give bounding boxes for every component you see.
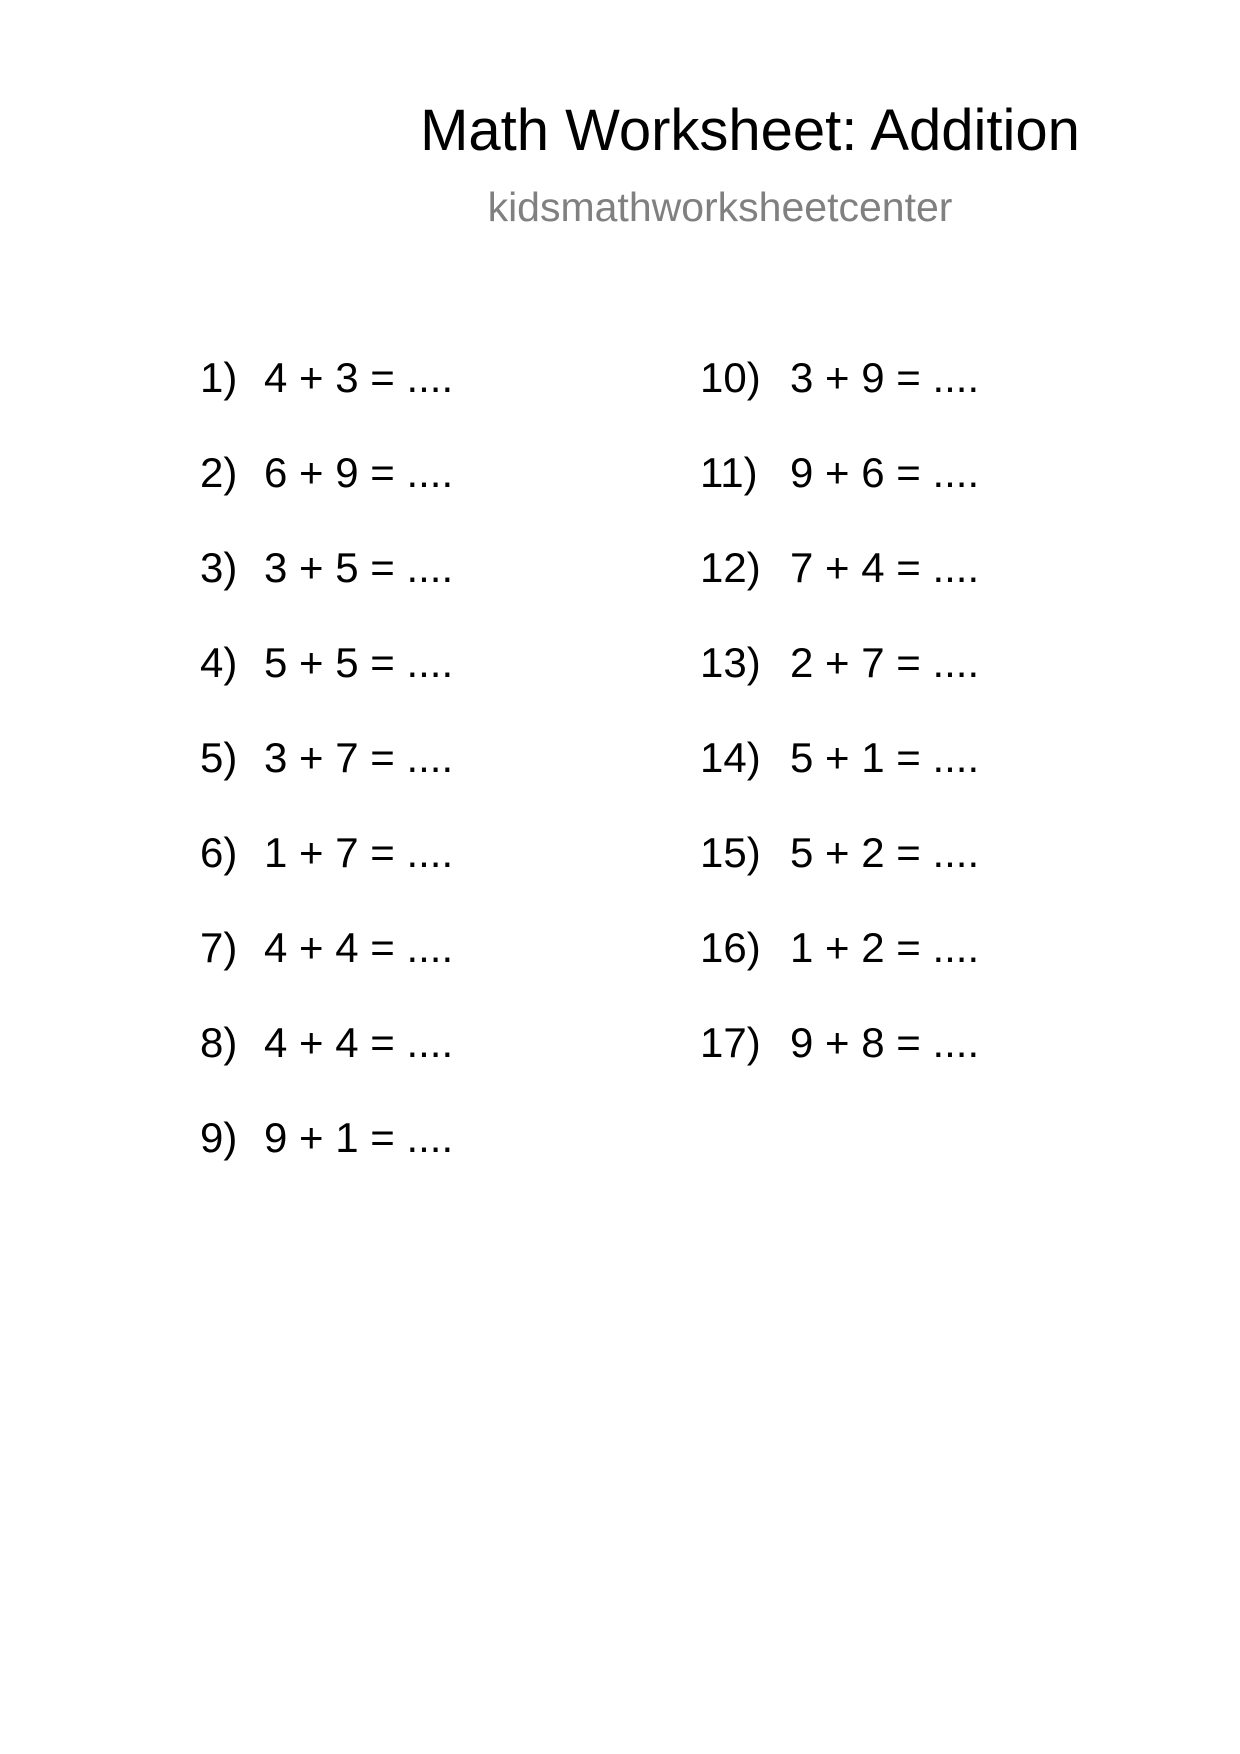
problem-item bbox=[700, 1011, 979, 1106]
problem-expression: 6 + 9 = .... bbox=[264, 449, 454, 496]
problem-item bbox=[200, 346, 453, 441]
problem-number: 10) bbox=[700, 354, 761, 401]
problem-number: 17) bbox=[700, 1019, 761, 1066]
problem-expression: 1 + 2 = .... bbox=[790, 924, 980, 971]
problem-item bbox=[700, 631, 979, 726]
problem-expression: 1 + 7 = .... bbox=[264, 829, 454, 876]
problem-expression: 5 + 5 = .... bbox=[264, 639, 454, 686]
problem-number: 7) bbox=[200, 924, 238, 971]
problem-expression: 2 + 7 = .... bbox=[790, 639, 980, 686]
problem-number: 6) bbox=[200, 829, 238, 876]
problem-number: 8) bbox=[200, 1019, 238, 1066]
problem-number: 9) bbox=[200, 1114, 238, 1161]
problem-item bbox=[700, 346, 979, 441]
problem-item bbox=[200, 1106, 453, 1201]
problem-number: 16) bbox=[700, 924, 761, 971]
problem-expression: 7 + 4 = .... bbox=[790, 544, 980, 591]
problem-expression: 4 + 3 = .... bbox=[264, 354, 454, 401]
problem-item bbox=[200, 631, 453, 726]
problem-item bbox=[700, 441, 979, 536]
problem-expression: 9 + 8 = .... bbox=[790, 1019, 980, 1066]
problem-column-right bbox=[700, 346, 979, 1106]
problem-item bbox=[200, 916, 453, 1011]
problem-number: 13) bbox=[700, 639, 761, 686]
problem-item bbox=[700, 821, 979, 916]
problem-column-left bbox=[200, 346, 453, 1201]
problem-expression: 4 + 4 = .... bbox=[264, 924, 454, 971]
worksheet-subtitle: kidsmathworksheetcenter bbox=[487, 184, 953, 230]
problem-number: 4) bbox=[200, 639, 238, 686]
problem-item bbox=[200, 441, 453, 536]
problem-expression: 3 + 5 = .... bbox=[264, 544, 454, 591]
problem-item bbox=[200, 536, 453, 631]
problem-expression: 9 + 6 = .... bbox=[790, 449, 980, 496]
problem-item bbox=[700, 536, 979, 631]
problem-item bbox=[200, 1011, 453, 1106]
problem-number: 3) bbox=[200, 544, 238, 591]
problem-item bbox=[700, 726, 979, 821]
problem-number: 14) bbox=[700, 734, 761, 781]
problem-number: 5) bbox=[200, 734, 238, 781]
problem-number: 11) bbox=[700, 449, 758, 496]
problem-item bbox=[200, 726, 453, 821]
problem-expression: 9 + 1 = .... bbox=[264, 1114, 454, 1161]
problem-number: 12) bbox=[700, 544, 761, 591]
problem-number: 2) bbox=[200, 449, 238, 496]
problem-item bbox=[200, 821, 453, 916]
problem-expression: 5 + 1 = .... bbox=[790, 734, 980, 781]
problem-expression: 5 + 2 = .... bbox=[790, 829, 980, 876]
worksheet-title: Math Worksheet: Addition bbox=[420, 98, 1080, 163]
problem-item bbox=[700, 916, 979, 1011]
problem-expression: 4 + 4 = .... bbox=[264, 1019, 454, 1066]
problem-expression: 3 + 7 = .... bbox=[264, 734, 454, 781]
problem-number: 15) bbox=[700, 829, 761, 876]
problem-expression: 3 + 9 = .... bbox=[790, 354, 980, 401]
problem-number: 1) bbox=[200, 354, 238, 401]
